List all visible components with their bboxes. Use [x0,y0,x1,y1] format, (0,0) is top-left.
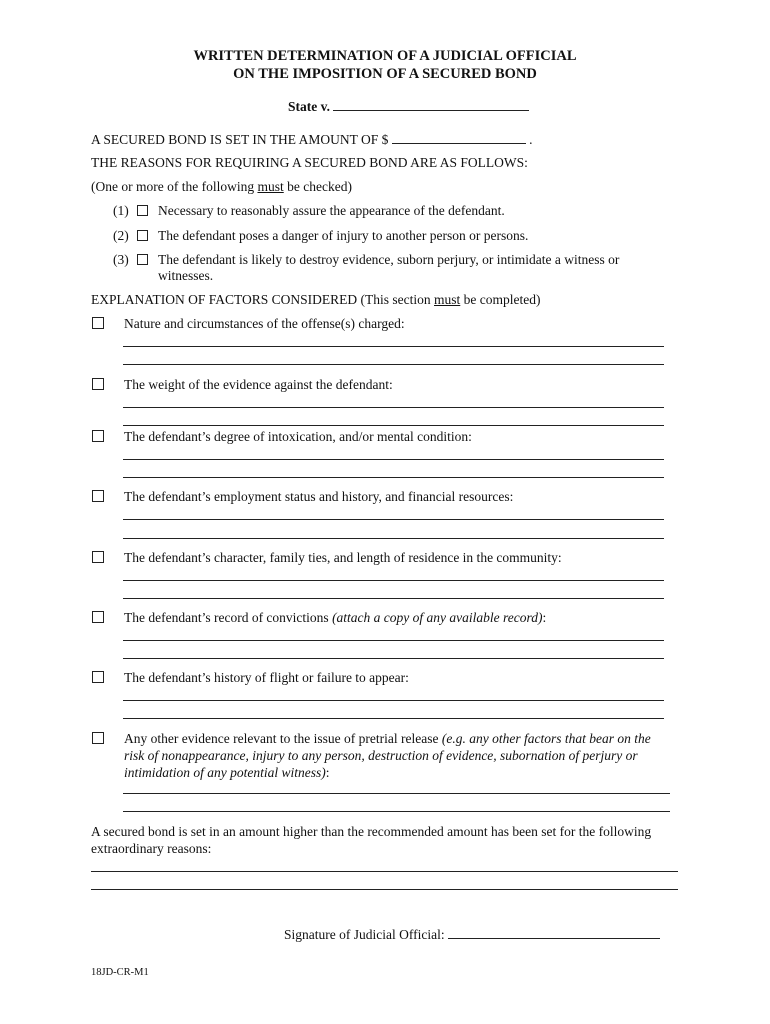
reason-text-1: Necessary to reasonably assure the appearance of the defendant. [158,203,505,218]
state-line [288,98,529,115]
bond-amount-label: A SECURED BOND IS SET IN THE AMOUNT OF $ [91,132,389,147]
signature-line [284,926,660,943]
reason-text-3: The defendant is likely to destroy evidence, suborn perjury, or intimidate a witness or [158,252,620,267]
reason-number-2: (2) [113,228,129,243]
factor-1-line-2[interactable] [123,364,664,365]
factor-7-line-2[interactable] [123,718,664,719]
bond-amount-field[interactable] [392,131,526,144]
factor-text-5: The defendant’s character, family ties, and length of residence in the community: [124,550,562,565]
bond-amount-line [91,131,533,148]
reasons-instruction: (One or more of the following must be checked) [91,179,352,194]
factor-4-line-2[interactable] [123,538,664,539]
factor-text-2: The weight of the evidence against the defendant: [124,377,393,392]
factor-5-line-1[interactable] [123,580,664,581]
factor-checkbox-5[interactable] [92,551,104,563]
form-title-line-1: WRITTEN DETERMINATION OF A JUDICIAL OFFICIAL [193,48,577,64]
factor-text-8-line-1: Any other evidence relevant to the issue of pretrial release (e.g. any other factors that bear on the [124,731,651,746]
factor-1-line-1[interactable] [123,346,664,347]
factor-checkbox-4[interactable] [92,490,104,502]
factor-text-8-line-3: intimidation of any potential witness): [124,765,330,780]
signature-field[interactable] [448,926,660,939]
factor-text-4: The defendant’s employment status and history, and financial resources: [124,489,514,504]
factor-checkbox-1[interactable] [92,317,104,329]
factor-checkbox-8[interactable] [92,732,104,744]
extraordinary-text-line-2: extraordinary reasons: [91,841,212,856]
factor-8-line-2[interactable] [123,811,670,812]
extraordinary-line-2[interactable] [91,889,678,890]
factor-6-line-1[interactable] [123,640,664,641]
factor-2-line-2[interactable] [123,425,664,426]
factor-checkbox-6[interactable] [92,611,104,623]
factor-checkbox-2[interactable] [92,378,104,390]
factor-text-6-italic: (attach a copy of any available record) [332,610,543,625]
extraordinary-line-1[interactable] [91,871,678,872]
state-label: State v. [288,99,330,114]
bond-amount-period: . [529,132,533,147]
factor-text-8-line-2: risk of nonappearance, injury to any person, destruction of evidence, subornation of perjury or [124,748,638,763]
reasons-heading: THE REASONS FOR REQUIRING A SECURED BOND ARE AS FOLLOWS: [91,155,528,170]
factor-text-3: The defendant’s degree of intoxication, and/or mental condition: [124,429,472,444]
factor-2-line-1[interactable] [123,407,664,408]
factor-text-1: Nature and circumstances of the offense(s) charged: [124,316,405,331]
factor-5-line-2[interactable] [123,598,664,599]
signature-label: Signature of Judicial Official: [284,927,445,942]
defendant-name-field[interactable] [333,98,529,111]
reason-number-3: (3) [113,252,129,267]
must-emphasis: must [434,292,461,307]
reason-checkbox-2[interactable] [137,230,148,241]
factor-3-line-1[interactable] [123,459,664,460]
factors-heading: EXPLANATION OF FACTORS CONSIDERED (This section must be completed) [91,292,541,307]
factor-text-7: The defendant’s history of flight or failure to appear: [124,670,409,685]
reason-checkbox-1[interactable] [137,205,148,216]
reason-checkbox-3[interactable] [137,254,148,265]
factor-8-line-1[interactable] [123,793,670,794]
factor-checkbox-3[interactable] [92,430,104,442]
factor-checkbox-7[interactable] [92,671,104,683]
extraordinary-text-line-1: A secured bond is set in an amount higher than the recommended amount has been set for the following [91,824,652,839]
reason-text-3-cont: witnesses. [158,268,214,283]
factor-7-line-1[interactable] [123,700,664,701]
factor-text-6: The defendant’s record of convictions (attach a copy of any available record): [124,610,547,625]
reason-text-2: The defendant poses a danger of injury to another person or persons. [158,228,529,243]
form-title-line-2: ON THE IMPOSITION OF A SECURED BOND [233,66,537,82]
form-code: 18JD-CR-M1 [91,967,149,978]
factor-6-line-2[interactable] [123,658,664,659]
reason-number-1: (1) [113,203,129,218]
factor-4-line-1[interactable] [123,519,664,520]
must-emphasis: must [257,179,284,194]
factor-3-line-2[interactable] [123,477,664,478]
